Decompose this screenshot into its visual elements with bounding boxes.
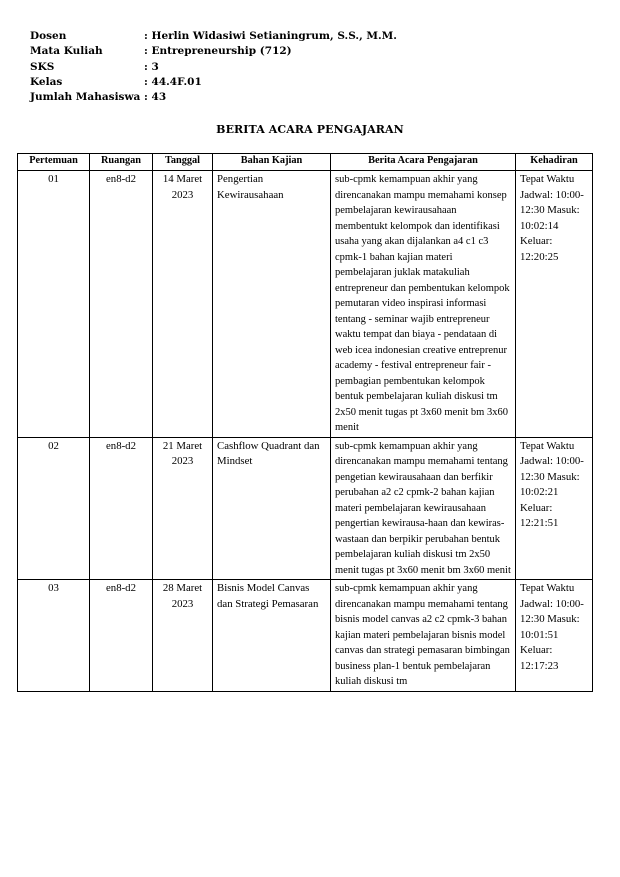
cell-kehadiran: Tepat Waktu Jadwal: 10:00-12:30 Masuk: 10:02:21 Keluar: 12:21:51 [516,437,593,580]
field-value: : 3 [144,60,159,73]
cell-bahan-kajian: Bisnis Model Canvas dan Strategi Pemasaran [213,580,331,692]
cell-berita-acara: sub-cpmk kemampuan akhir yang direncanakan mampu memahami tentang pengetian kewirausahaan dan berfikir perubahan a2 c2 cpmk-2 bahan kajian materi pembelajaran kewirausahaan pengertian kewirausa-haan dan kewiras-wastaan dan berpikir perubahan bentuk pembelajaran kuliah diskusi tm 2x50 menit tugas pt 3x60 menit bm 3x60 menit [331,437,516,580]
field-value: : Herlin Widasiwi Setianingrum, S.S., M.M. [144,30,397,42]
table-row [18,580,593,692]
cell-kehadiran: Tepat Waktu Jadwal: 10:00-12:30 Masuk: 10:01:51 Keluar: 12:17:23 [516,580,593,692]
field-label: Mata Kuliah [30,45,103,58]
field-value: : 44.4F.01 [144,75,202,88]
field-label: Kelas [30,75,63,88]
field-jumlah-mahasiswa [30,90,397,105]
cell-bahan-kajian: Pengertian Kewirausahaan [213,171,331,438]
cell-pertemuan: 03 [18,580,90,692]
column-header-tanggal: Tanggal [153,154,213,171]
table-row [18,437,593,580]
field-kelas [30,75,397,90]
cell-tanggal: 28 Maret 2023 [153,580,213,692]
table-header-row [18,154,593,171]
cell-ruangan: en8-d2 [90,580,153,692]
field-mata-kuliah [30,44,397,59]
cell-berita-acara: sub-cpmk kemampuan akhir yang direncanakan mampu memahami tentang bisnis model canvas a2 c2 cpmk-3 bahan kajian materi pembelajaran bisnis model canvas dan strategi pemasaran bimbingan business plan-1 bentuk pembelajaran kuliah diskusi tm [331,580,516,692]
cell-kehadiran: Tepat Waktu Jadwal: 10:00-12:30 Masuk: 10:02:14 Keluar: 12:20:25 [516,171,593,438]
cell-pertemuan: 02 [18,437,90,580]
column-header-pertemuan: Pertemuan [18,154,90,171]
berita-acara-table [17,153,593,692]
cell-pertemuan: 01 [18,171,90,438]
column-header-bahan-kajian: Bahan Kajian [213,154,331,171]
column-header-ruangan: Ruangan [90,154,153,171]
field-label: SKS [30,60,55,73]
table-row [18,171,593,438]
column-header-kehadiran: Kehadiran [516,154,593,171]
cell-ruangan: en8-d2 [90,437,153,580]
cell-tanggal: 14 Maret 2023 [153,171,213,438]
header-info [30,29,397,105]
field-label: Dosen [30,30,67,42]
column-header-berita-acara: Berita Acara Pengajaran [331,154,516,171]
field-label: Jumlah Mahasiswa [30,91,141,104]
cell-tanggal: 21 Maret 2023 [153,437,213,580]
field-value: : Entrepreneurship (712) [144,45,292,58]
cell-berita-acara: sub-cpmk kemampuan akhir yang direncanakan mampu memahami konsep pembelajaran kewirausahaan membentukt kelompok dan identifikasi usaha yang akan dijalankan a4 c1 c3 cpmk-1 bahan kajian materi pembelajaran juklak matakuliah entrepreneur dan pembentukan kelompok pemutaran video inspirasi informasi tentang - seminar wajib entrepreneur waktu tempat dan biaya - pendataan di web icea indonesian creative entreprenur academy - festival entrepreneur fair - pembagian pembentukan kelompok bentuk pembelajaran kuliah diskusi tm 2x50 menit tugas pt 3x60 menit bm 3x60 menit [331,171,516,438]
field-dosen [30,29,397,44]
field-sks [30,60,397,75]
cell-ruangan: en8-d2 [90,171,153,438]
page-title: BERITA ACARA PENGAJARAN [216,123,404,136]
cell-bahan-kajian: Cashflow Quadrant dan Mindset [213,437,331,580]
field-value: : 43 [144,91,167,104]
